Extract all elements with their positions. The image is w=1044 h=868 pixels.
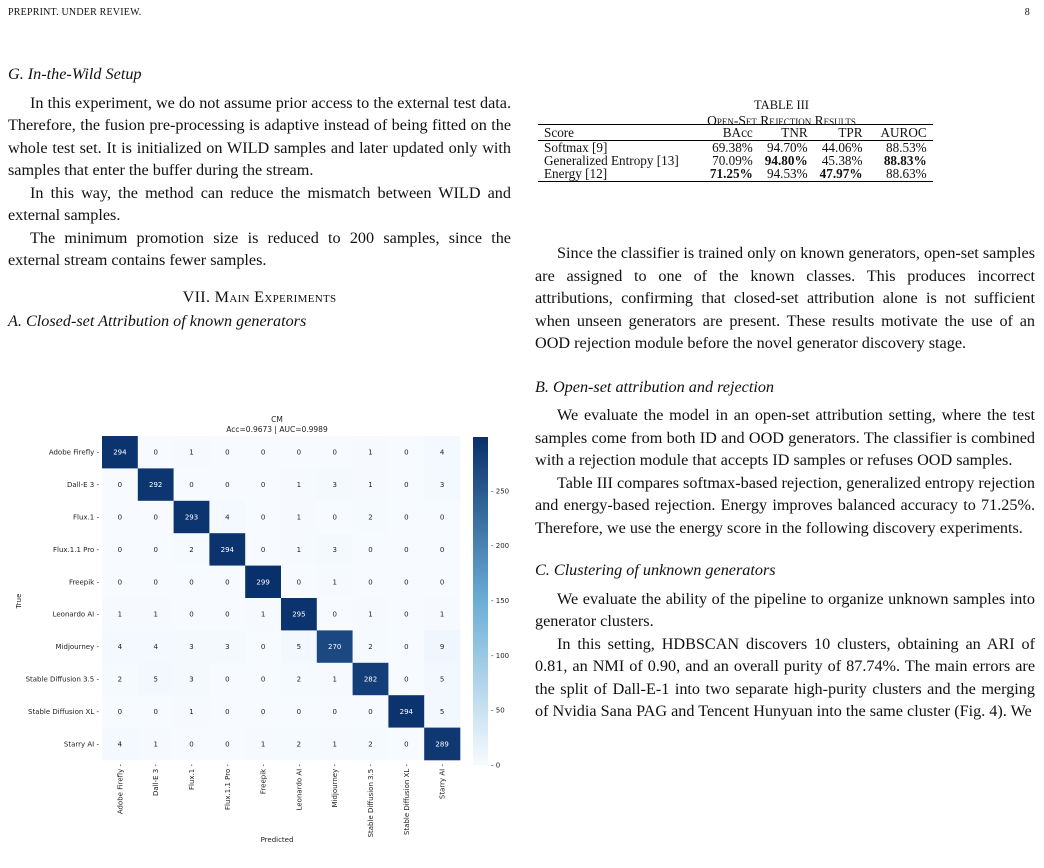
colorbar-tick-label: - 100 bbox=[491, 651, 510, 660]
table-cell: Softmax [9] bbox=[544, 140, 608, 155]
paragraph-b2: Table III compares softmax-based rejection, generalized entropy rejection and energy-based rejection. Energy improves balanced accuracy to 71.25%. Therefore, we use the energy score in the following discovery experiments. bbox=[535, 473, 1035, 537]
cell-value-label: 0 bbox=[404, 643, 409, 652]
cell-value-label: 0 bbox=[404, 481, 409, 490]
y-tick-label: Stable Diffusion XL - bbox=[28, 707, 99, 716]
cell-value-label: 0 bbox=[260, 675, 266, 684]
cell-value-label: 1 bbox=[153, 740, 158, 749]
cell-value-label: 4 bbox=[117, 643, 123, 652]
x-tick-labels bbox=[116, 764, 446, 838]
table-cell: 45.38% bbox=[821, 153, 863, 168]
table-caption-number: TABLE III bbox=[754, 98, 809, 112]
cell-value-label: 0 bbox=[260, 513, 266, 522]
cell-value-label: 0 bbox=[153, 448, 158, 457]
cell-value-label: 289 bbox=[435, 740, 449, 749]
cell-value-label: 293 bbox=[184, 513, 199, 522]
y-tick-label: Adobe Firefly - bbox=[48, 448, 99, 457]
colorbar bbox=[473, 437, 488, 765]
paragraph-c1: We evaluate the ability of the pipeline to organize unknown samples into generator clusters. bbox=[535, 589, 1035, 630]
results-table bbox=[538, 124, 933, 182]
cell-value-label: 1 bbox=[296, 481, 302, 490]
cell-value-label: 1 bbox=[296, 513, 302, 522]
table-cell: 88.53% bbox=[886, 140, 927, 155]
cell-value-label: 294 bbox=[220, 545, 234, 554]
y-tick-label: Flux.1 - bbox=[73, 513, 99, 522]
cell-value-label: 0 bbox=[225, 610, 230, 619]
confusion-matrix-figure bbox=[0, 405, 520, 860]
left-column bbox=[8, 63, 511, 333]
cell-value-label: 1 bbox=[368, 448, 373, 457]
paragraph-r1: Since the classifier is trained only on known generators, open-set samples are assigned to one of the known classes. This produces incorrect attributions, confirming that closed-set attribution alone is not sufficient when unseen generators are present. These results motivate the use of an OOD rejection module before the novel generator discovery stage. bbox=[535, 244, 1035, 352]
y-tick-labels bbox=[26, 449, 100, 749]
y-axis-label: True bbox=[15, 593, 23, 609]
table-cell: 44.06% bbox=[821, 140, 863, 155]
y-tick-label: Flux.1.1 Pro - bbox=[53, 545, 99, 554]
paragraph-g1: In this experiment, we do not assume prior access to the external test data. Therefore, the fusion pre-processing is adaptive instead of being fitted on the whole test set. It is initialized on WILD samples and later updated only with samples that enter the buffer during the stream. bbox=[8, 93, 511, 179]
cell-value-label: 0 bbox=[225, 675, 230, 684]
cell-value-label: 0 bbox=[368, 578, 373, 587]
page-number: 8 bbox=[1024, 7, 1030, 18]
colorbar-tick-label: - 0 bbox=[491, 761, 501, 770]
chart-subtitle: Acc=0.9673 | AUC=0.9989 bbox=[226, 425, 328, 434]
table-row bbox=[538, 141, 933, 155]
cell-value-label: 0 bbox=[153, 707, 158, 716]
cell-value-label: 299 bbox=[256, 578, 270, 587]
x-tick-label: Adobe Firefly - bbox=[116, 764, 125, 815]
paragraph-g3: The minimum promotion size is reduced to 200 samples, since the external stream contains fewer samples. bbox=[8, 228, 511, 269]
cell-value-label: 3 bbox=[332, 481, 337, 490]
cell-value-label: 3 bbox=[189, 675, 194, 684]
x-tick-label: Freepik - bbox=[259, 764, 268, 795]
table-header-cell: TNR bbox=[759, 125, 814, 141]
cell-value-label: 0 bbox=[189, 610, 194, 619]
cell-value-label: 0 bbox=[153, 578, 158, 587]
cell-value-label: 1 bbox=[117, 610, 123, 619]
cell-value-label: 1 bbox=[332, 740, 337, 749]
x-tick-label: Stable Diffusion XL - bbox=[402, 764, 411, 835]
paragraph-c2: In this setting, HDBSCAN discovers 10 clusters, obtaining an ARI of 0.81, an NMI of 0.90, and an overall purity of 87.74%. The main errors are the split of Dall-E-1 into two separate high-purity clusters and the merging of Nvidia Sana PAG and Tencent Hunyuan into the same cluster (Fig. 4). We bbox=[535, 634, 1035, 720]
cell-value-label: 0 bbox=[296, 578, 302, 587]
cell-value-label: 3 bbox=[439, 481, 445, 490]
colorbar-tick-label: - 200 bbox=[491, 542, 510, 551]
cell-value-label: 0 bbox=[332, 448, 337, 457]
cell-value-label: 9 bbox=[439, 643, 445, 652]
cell-value-label: 0 bbox=[439, 545, 445, 554]
cell-value-label: 0 bbox=[296, 707, 302, 716]
cell-value-label: 2 bbox=[296, 675, 302, 684]
colorbar-ticks bbox=[491, 487, 509, 769]
cell-value-label: 4 bbox=[225, 513, 230, 522]
cell-value-label: 2 bbox=[368, 513, 373, 522]
x-tick-label: Midjourney - bbox=[331, 764, 340, 808]
table-row bbox=[538, 167, 933, 182]
cell-value-label: 0 bbox=[117, 513, 123, 522]
cell-value-label: 4 bbox=[439, 448, 445, 457]
cell-value-label: 2 bbox=[189, 545, 194, 554]
table-cell: 94.70% bbox=[766, 140, 808, 155]
cell-value-label: 0 bbox=[117, 545, 123, 554]
paragraph-g2: In this way, the method can reduce the mismatch between WILD and external samples. bbox=[8, 183, 511, 224]
cell-value-label: 0 bbox=[296, 448, 302, 457]
table-cell: Generalized Entropy [13] bbox=[544, 153, 679, 168]
cell-value-label: 0 bbox=[189, 481, 194, 490]
cell-value-label: 0 bbox=[404, 578, 409, 587]
x-tick-label: Stable Diffusion 3.5 - bbox=[367, 764, 375, 838]
cell-value-label: 0 bbox=[404, 740, 409, 749]
cell-value-label: 3 bbox=[225, 643, 230, 652]
x-axis-label: Predicted bbox=[260, 836, 294, 844]
cell-value-label: 5 bbox=[439, 675, 445, 684]
cell-value-label: 0 bbox=[189, 578, 194, 587]
table-cell: 88.83% bbox=[883, 153, 927, 168]
subsection-a-title: A. Closed-set Attribution of known generators bbox=[8, 312, 307, 330]
table-cell: 94.80% bbox=[764, 153, 808, 168]
table-header-row bbox=[538, 125, 933, 141]
x-tick-label: Flux.1.1 Pro - bbox=[223, 764, 232, 810]
cell-value-label: 1 bbox=[260, 610, 266, 619]
cell-value-label: 1 bbox=[368, 610, 373, 619]
cell-value-label: 2 bbox=[368, 740, 373, 749]
cell-value-label: 2 bbox=[117, 675, 123, 684]
cell-value-label: 294 bbox=[399, 707, 413, 716]
cell-value-label: 0 bbox=[225, 578, 230, 587]
cell-value-label: 0 bbox=[225, 740, 230, 749]
subsection-b-title: B. Open-set attribution and rejection bbox=[535, 377, 775, 396]
chart-title: CM bbox=[271, 415, 283, 424]
cell-value-label: 0 bbox=[404, 610, 409, 619]
table-cell: 88.63% bbox=[869, 167, 933, 182]
cell-value-label: 270 bbox=[328, 643, 342, 652]
subsection-g-title: G. In-the-Wild Setup bbox=[8, 65, 142, 83]
right-column bbox=[535, 242, 1035, 723]
cell-value-label: 0 bbox=[153, 513, 158, 522]
cell-value-label: 0 bbox=[439, 578, 445, 587]
table-cell: 70.09% bbox=[712, 153, 753, 168]
x-tick-label: Starry AI - bbox=[438, 764, 447, 800]
cell-value-label: 0 bbox=[368, 545, 373, 554]
cell-value-label: 1 bbox=[439, 610, 445, 619]
cell-value-label: 1 bbox=[153, 610, 158, 619]
cell-value-label: 0 bbox=[439, 513, 445, 522]
cell-value-label: 1 bbox=[332, 675, 337, 684]
cell-value-label: 0 bbox=[332, 513, 337, 522]
cell-value-label: 1 bbox=[332, 578, 337, 587]
cell-value-label: 0 bbox=[332, 610, 337, 619]
table-cell: 47.97% bbox=[814, 167, 869, 182]
table-cell: 94.53% bbox=[759, 167, 814, 182]
cell-value-label: 1 bbox=[189, 707, 194, 716]
x-tick-label: Flux.1 - bbox=[188, 764, 196, 790]
cell-value-label: 0 bbox=[225, 481, 230, 490]
cell-value-label: 1 bbox=[189, 448, 194, 457]
cell-value-label: 0 bbox=[332, 707, 337, 716]
cell-value-label: 294 bbox=[113, 448, 127, 457]
cell-value-label: 0 bbox=[225, 707, 230, 716]
page-header-left: PREPRINT. UNDER REVIEW. bbox=[8, 7, 142, 18]
cell-value-label: 0 bbox=[117, 707, 123, 716]
colorbar-tick-label: - 50 bbox=[491, 706, 505, 715]
y-tick-label: Leonardo AI - bbox=[52, 610, 99, 619]
paragraph-b1: We evaluate the model in an open-set attribution setting, where the test samples come from both ID and OOD generators. The classifier is combined with a rejection module that accepts ID samples or refuses OOD samples. bbox=[535, 406, 1035, 469]
cell-value-label: 0 bbox=[260, 707, 266, 716]
section-vii-title: VII. Main Experiments bbox=[182, 287, 337, 306]
cell-value-label: 3 bbox=[189, 643, 194, 652]
cell-value-label: 0 bbox=[117, 578, 123, 587]
cell-value-label: 1 bbox=[368, 481, 373, 490]
cell-value-label: 0 bbox=[404, 448, 409, 457]
table-header-cell: AUROC bbox=[869, 125, 933, 141]
cell-value-label: 292 bbox=[149, 481, 163, 490]
cell-value-label: 0 bbox=[368, 707, 373, 716]
cell-value-label: 2 bbox=[368, 643, 373, 652]
cell-value-label: 0 bbox=[153, 545, 158, 554]
cell-value-label: 0 bbox=[404, 545, 409, 554]
cell-value-label: 0 bbox=[260, 643, 266, 652]
y-tick-label: Starry AI - bbox=[63, 740, 99, 749]
cell-value-label: 4 bbox=[117, 740, 123, 749]
cell-value-label: 2 bbox=[296, 740, 302, 749]
cell-value-label: 0 bbox=[260, 481, 266, 490]
cell-value-label: 1 bbox=[296, 545, 302, 554]
cell-value-label: 0 bbox=[260, 448, 266, 457]
colorbar-tick-label: - 150 bbox=[491, 596, 510, 605]
x-tick-label: Dall-E 3 - bbox=[152, 764, 161, 796]
table-header-cell: TPR bbox=[814, 125, 869, 141]
table-cell: 69.38% bbox=[712, 140, 753, 155]
cell-value-label: 5 bbox=[153, 675, 158, 684]
x-tick-label: Leonardo AI - bbox=[295, 764, 304, 811]
subsection-c-title: C. Clustering of unknown generators bbox=[535, 561, 776, 579]
table-cell: Energy [12] bbox=[538, 167, 685, 182]
table-header-cell: Score bbox=[538, 125, 685, 141]
cell-value-label: 1 bbox=[260, 740, 266, 749]
table-header-cell: BAcc bbox=[685, 125, 759, 141]
cell-value-label: 0 bbox=[189, 740, 194, 749]
y-tick-label: Freepik - bbox=[68, 578, 99, 587]
cell-value-label: 3 bbox=[332, 545, 337, 554]
table-caption-title: Open-Set Rejection Results bbox=[707, 113, 856, 128]
cell-value-label: 0 bbox=[404, 675, 409, 684]
cell-value-label: 5 bbox=[296, 643, 302, 652]
colorbar-tick-label: - 250 bbox=[491, 487, 510, 496]
cell-value-label: 295 bbox=[292, 610, 306, 619]
y-tick-label: Dall-E 3 - bbox=[67, 481, 99, 490]
cell-value-label: 282 bbox=[363, 675, 378, 684]
cell-value-label: 0 bbox=[260, 545, 266, 554]
cell-value-label: 4 bbox=[153, 643, 158, 652]
cell-value-label: 0 bbox=[404, 513, 409, 522]
heatmap-cells bbox=[102, 436, 460, 760]
y-tick-label: Midjourney - bbox=[55, 643, 99, 652]
cell-value-label: 0 bbox=[225, 448, 230, 457]
y-tick-label: Stable Diffusion 3.5 - bbox=[25, 675, 99, 684]
cell-value-label: 5 bbox=[439, 707, 445, 716]
table-cell: 71.25% bbox=[685, 167, 759, 182]
cell-value-label: 0 bbox=[117, 481, 123, 490]
